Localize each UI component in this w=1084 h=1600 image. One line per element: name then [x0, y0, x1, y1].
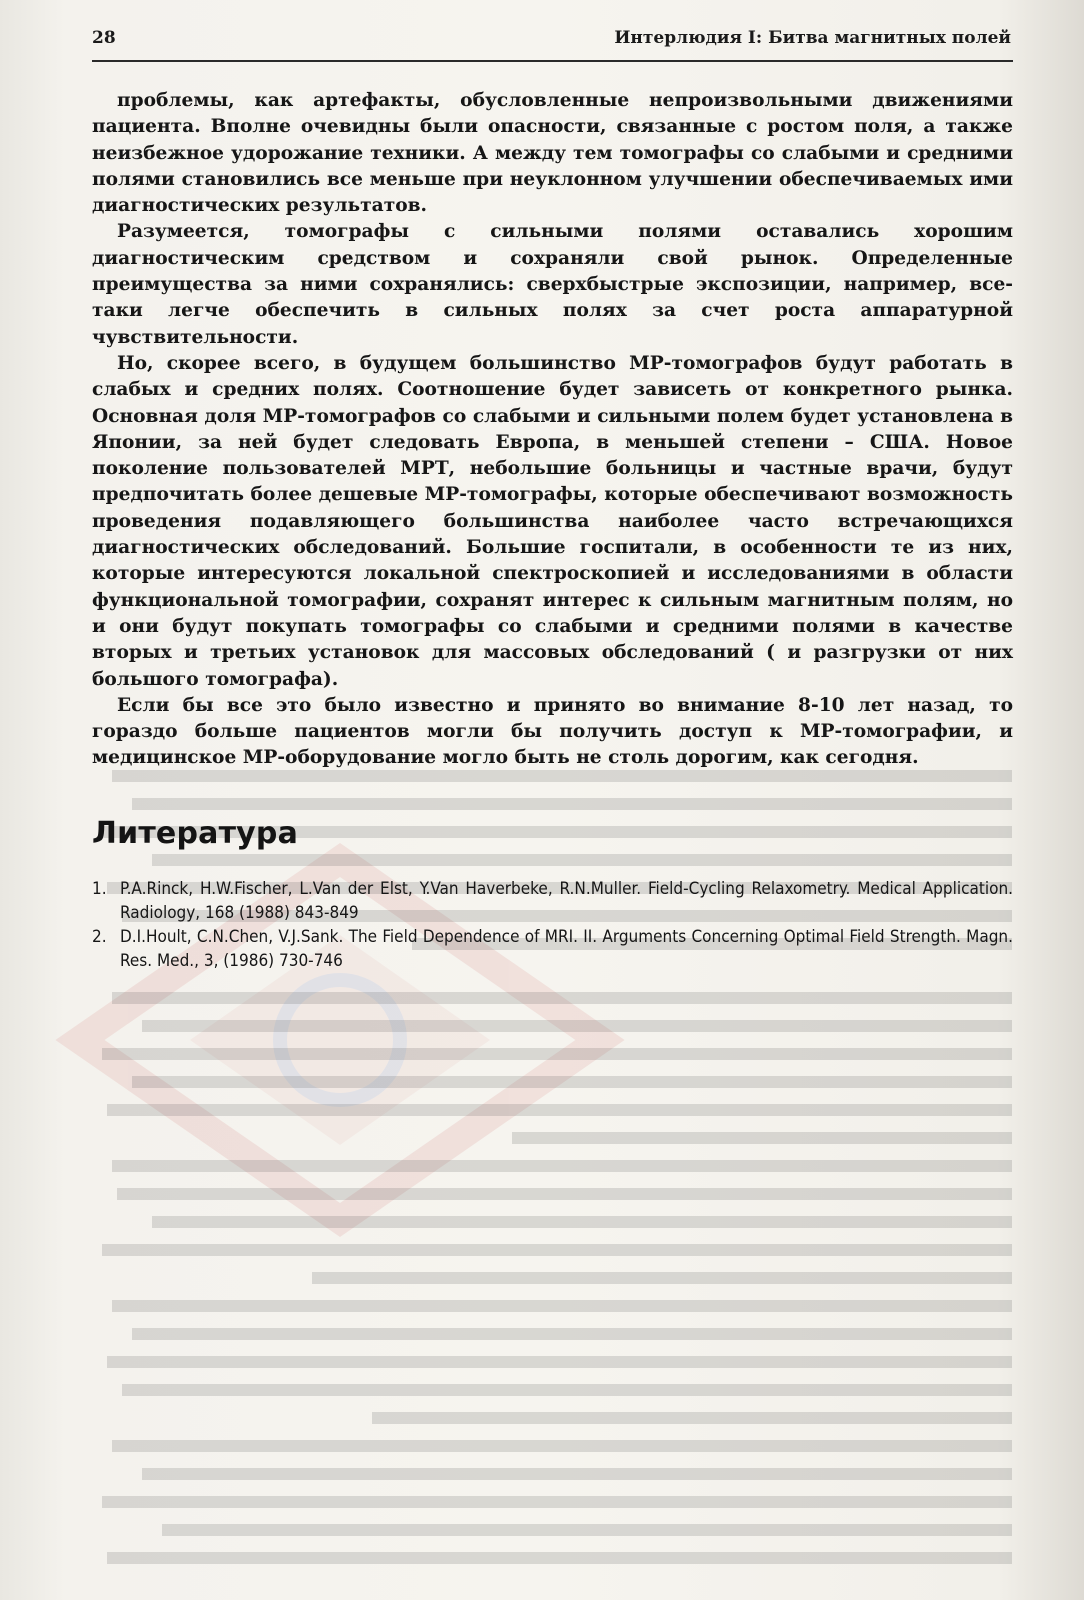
main-body-text	[92, 88, 1013, 772]
page-header	[92, 22, 1013, 62]
reference-item	[92, 925, 1013, 973]
reference-number: 1.	[92, 879, 107, 899]
references-list	[92, 877, 1013, 973]
paragraph: Если бы все это было известно и принято во внимание 8-10 лет назад, то гораздо больше пациентов могли бы получить доступ к МР-томографии, и медицинское МР-оборудование могло быть не столь дорогим, как сегодня.	[92, 694, 1013, 769]
paragraph: Разумеется, томографы с сильными полями оставались хорошим диагностическим средством и сохраняли свой рынок. Определенные преимущества за ними сохранялись: сверхбыстрые экспозиции, например, все-таки легче обеспечить в сильных полях за счет роста аппаратурной чувствительности.	[92, 221, 1013, 348]
reference-number: 2.	[92, 927, 107, 947]
paragraph: проблемы, как артефакты, обусловленные непроизвольными движениями пациента. Вполне очевидны были опасности, связанные с ростом поля, а также неизбежное удорожание техники. А между тем томографы со слабыми и средними полями становились все меньше при неуклонном улучшении обеспечиваемых ими диагностических результатов.	[92, 90, 1013, 217]
reference-text: D.I.Hoult, C.N.Chen, V.J.Sank. The Field Dependence of MRI. II. Arguments Concerning Optimal Field Strength. Magn. Res. Med., 3, (1986) 730-746	[120, 927, 1013, 971]
watermark-logo-icon	[40, 700, 640, 1300]
running-title: Интерлюдия I: Битва магнитных полей	[614, 28, 1011, 48]
references-heading: Литература	[92, 816, 299, 851]
paragraph: Но, скорее всего, в будущем большинство МР-томографов будут работать в слабых и средних полях. Соотношение будет зависеть от конкретного рынка. Основная доля МР-томографов со слабыми и сильными полем будет установлена в Японии, за ней будет следовать Европа, в меньшей степени – США. Новое поколение пользователей МРТ, небольшие больницы и частные врачи, будут предпочитать более дешевые МР-томографы, которые обеспечивают возможность проведения подавляющего большинства наиболее часто встречающихся диагностических обследований. Большие госпитали, в особенности те из них, которые интересуются локальной спектроскопией и исследованиями в области функциональной томографии, сохранят интерес к сильным магнитным полям, но и они будут покупать томографы со слабыми и средними полями в качестве вторых и третьих установок для массовых обследований ( и разгрузки от них большого томографа).	[92, 352, 1013, 690]
page-number: 28	[92, 28, 116, 48]
reference-text: P.A.Rinck, H.W.Fischer, L.Van der Elst, Y.Van Haverbeke, R.N.Muller. Field-Cycling Relaxometry. Medical Application. Radiology, 168 (1988) 843-849	[120, 879, 1013, 923]
reference-item	[92, 877, 1013, 925]
